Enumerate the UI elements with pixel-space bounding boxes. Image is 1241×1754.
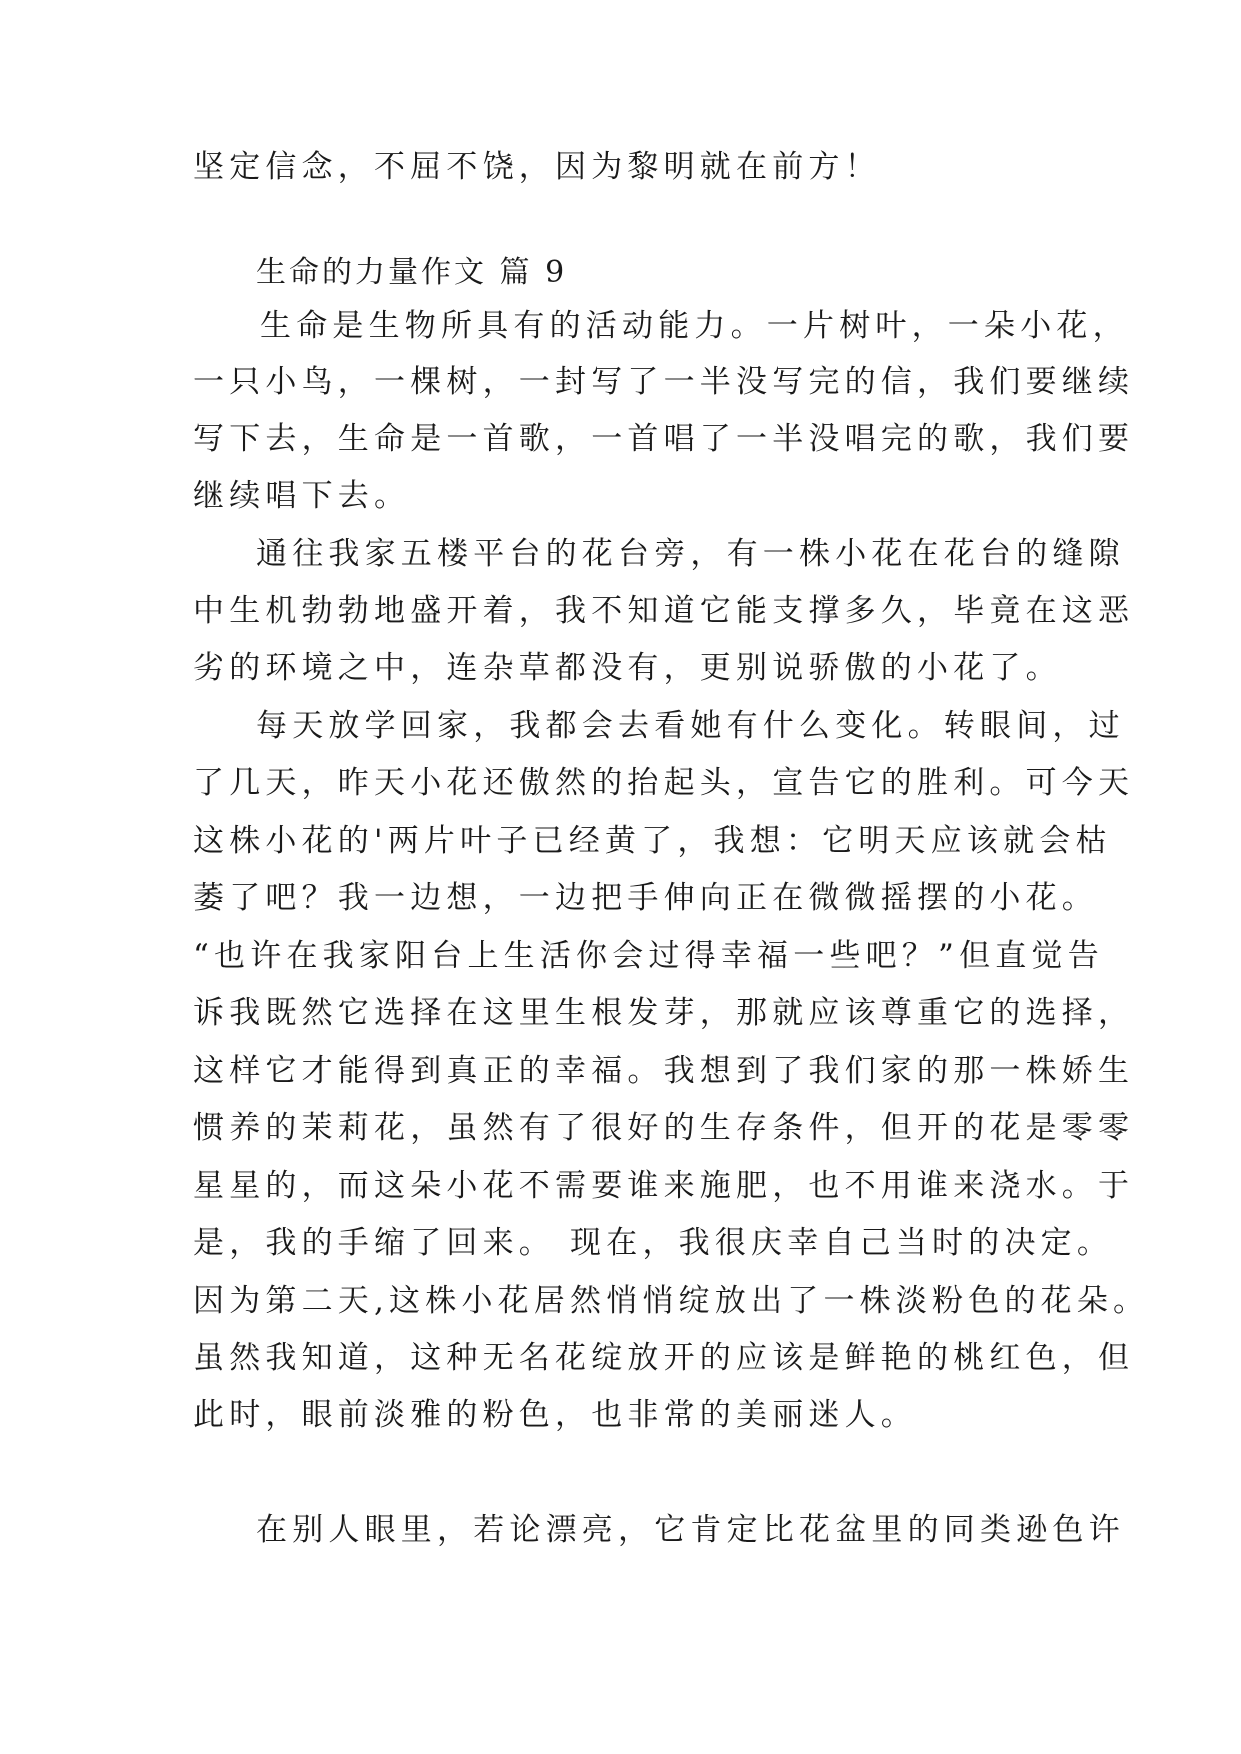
paragraph-3-line-9: 星星的，而这朵小花不需要谁来施肥，也不用谁来浇水。于 [193, 1168, 1135, 1204]
paragraph-3-line-10: 是，我的手缩了回来。 现在，我很庆幸自己当时的决定。 [193, 1225, 1114, 1261]
paragraph-1-line-4: 继续唱下去。 [193, 478, 411, 514]
paragraph-1-line-3: 写下去，生命是一首歌，一首唱了一半没唱完的歌，我们要 [193, 421, 1135, 457]
paragraph-3-line-6: 诉我既然它选择在这里生根发芽，那就应该尊重它的选择， [193, 995, 1135, 1031]
opening-line: 坚定信念，不屈不饶，因为黎明就在前方！ [193, 149, 881, 185]
paragraph-2-line-3: 劣的环境之中，连杂草都没有，更别说骄傲的小花了。 [193, 650, 1062, 686]
paragraph-3-line-8: 惯养的茉莉花，虽然有了很好的生存条件，但开的花是零零 [193, 1110, 1135, 1146]
paragraph-3-line-1: 每天放学回家，我都会去看她有什么变化。转眼间，过 [256, 708, 1125, 744]
paragraph-3-line-5: “也许在我家阳台上生活你会过得幸福一些吧？”但直觉告 [193, 938, 1104, 974]
paragraph-3-line-2: 了几天，昨天小花还傲然的抬起头，宣告它的胜利。可今天 [193, 765, 1135, 801]
paragraph-1-line-2: 一只小鸟，一棵树，一封写了一半没写完的信，我们要继续 [193, 364, 1135, 400]
paragraph-3-line-13: 此时，眼前淡雅的粉色，也非常的美丽迷人。 [193, 1397, 917, 1433]
paragraph-2-line-1: 通往我家五楼平台的花台旁，有一株小花在花台的缝隙 [256, 536, 1125, 572]
paragraph-4-line-1: 在别人眼里，若论漂亮，它肯定比花盆里的同类逊色许 [256, 1512, 1125, 1548]
paragraph-1-line-1: 生命是生物所具有的活动能力。一片树叶，一朵小花， [260, 308, 1129, 344]
paragraph-3-line-3: 这株小花的'两片叶子已经黄了，我想：它明天应该就会枯 [193, 823, 1112, 859]
paragraph-3-line-12: 虽然我知道，这种无名花绽放开的应该是鲜艳的桃红色，但 [193, 1340, 1135, 1376]
section-title: 生命的力量作文 篇 9 [256, 255, 568, 290]
paragraph-3-line-7: 这样它才能得到真正的幸福。我想到了我们家的那一株娇生 [193, 1053, 1135, 1089]
paragraph-3-line-4: 萎了吧？我一边想，一边把手伸向正在微微摇摆的小花。 [193, 880, 1098, 916]
paragraph-3-line-11: 因为第二天,这株小花居然悄悄绽放出了一株淡粉色的花朵。 [193, 1283, 1150, 1319]
paragraph-2-line-2: 中生机勃勃地盛开着，我不知道它能支撑多久，毕竟在这恶 [193, 593, 1135, 629]
